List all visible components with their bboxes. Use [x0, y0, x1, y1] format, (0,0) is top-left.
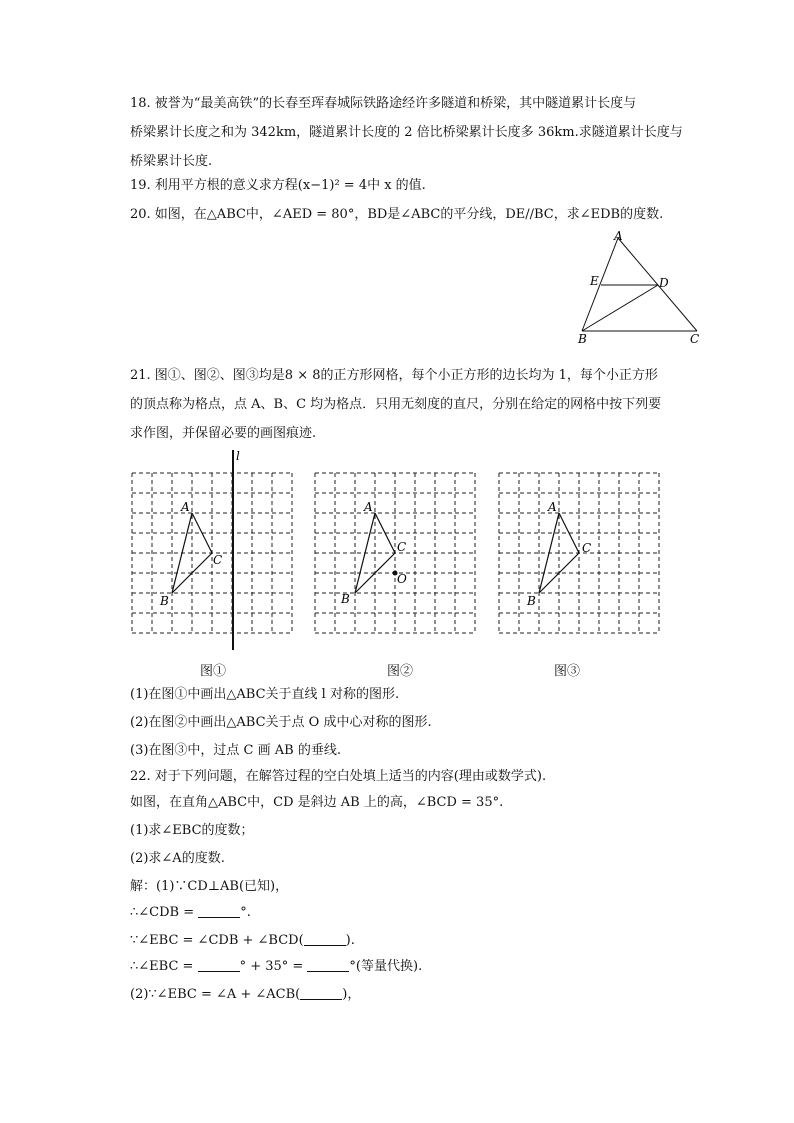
q20-label-b: B	[578, 332, 587, 346]
q20-label-d: D	[659, 276, 669, 290]
fig3-caption: 图③	[554, 664, 581, 679]
q22-line8-text-a: ∴∠EBC =	[130, 959, 198, 974]
q22-line8	[130, 957, 422, 977]
fig2-label-a: A	[364, 500, 373, 514]
q21-sub2: (2)在图②中画出△ABC关于点 O 成中心对称的图形.	[130, 715, 432, 730]
q20-line1: 20. 如图，在△ABC中，∠AED = 80°，BD是∠ABC的平分线，DE//BC，求∠EDB的度数.	[130, 207, 664, 222]
q21-sub3: (3)在图③中，过点 C 画 AB 的垂线.	[130, 743, 341, 758]
q18-line2: 桥梁累计长度之和为 342km，隧道累计长度的 2 倍比桥梁累计长度多 36km.求隧道累计长度与	[130, 125, 683, 140]
q22-line2: 如图，在直角△ABC中，CD 是斜边 AB 上的高，∠BCD = 35°.	[130, 795, 504, 810]
fig2-label-c: C	[397, 540, 407, 554]
q22-blank-ebc-value[interactable]	[307, 957, 349, 972]
q22-blank-cdb[interactable]	[198, 903, 240, 918]
q20-label-c: C	[690, 332, 700, 346]
q22-line9-text-b: )，	[342, 987, 361, 1002]
q19-line1: 19. 利用平方根的意义求方程(x−1)² = 4中 x 的值.	[130, 178, 426, 193]
q18-line1: 18. 被誉为“最美高铁”的长春至珲春城际铁路途经许多隧道和桥梁，其中隧道累计长度与	[130, 96, 637, 111]
q22-line6-text-b: °.	[240, 905, 251, 920]
q18-line3: 桥梁累计长度.	[130, 154, 213, 169]
q20-label-e: E	[590, 274, 599, 288]
fig3-label-a: A	[548, 500, 557, 514]
q21-grid-figure-1	[125, 448, 305, 653]
q22-line7-text-a: ∵∠EBC = ∠CDB + ∠BCD(	[130, 933, 304, 948]
q21-line2: 的顶点称为格点，点 A、B、C 均为格点．只用无刻度的直尺，分别在给定的网格中按下列要	[130, 397, 662, 412]
q21-grid-figure-3	[495, 448, 675, 653]
q22-line8-text-c: °(等量代换).	[349, 959, 423, 974]
q22-line9	[130, 985, 360, 1005]
fig1-label-a: A	[181, 500, 190, 514]
q20-triangle-figure	[570, 228, 710, 348]
fig3-label-c: C	[582, 541, 592, 555]
q21-grid-figure-2	[310, 448, 490, 653]
q22-line3: (1)求∠EBC的度数；	[130, 823, 254, 838]
q21-sub1: (1)在图①中画出△ABC关于直线 l 对称的图形.	[130, 687, 400, 702]
fig2-label-b: B	[341, 592, 350, 606]
fig3-label-b: B	[527, 594, 536, 608]
fig2-caption: 图②	[387, 664, 414, 679]
fig1-label-c: C	[213, 553, 223, 567]
q22-line5: 解：(1)∵CD⊥AB(已知)，	[130, 879, 289, 894]
q22-line7	[130, 931, 355, 951]
q22-line7-text-b: ).	[345, 933, 355, 948]
q21-line1: 21. 图①、图②、图③均是8 × 8的正方形网格，每个小正方形的边长均为 1，每个小正方形	[130, 368, 658, 383]
q22-line6-text-a: ∴∠CDB =	[130, 905, 199, 920]
fig2-label-o: O	[397, 572, 407, 586]
q22-line9-text-a: (2)∵∠EBC = ∠A + ∠ACB(	[130, 987, 301, 1002]
fig1-caption: 图①	[200, 664, 227, 679]
q22-line4: (2)求∠A的度数.	[130, 851, 225, 866]
q22-line6	[130, 903, 251, 923]
q20-label-a: A	[614, 229, 623, 243]
q22-blank-cdb-value[interactable]	[198, 957, 240, 972]
fig1-line-l-label: l	[236, 449, 240, 463]
q21-line3: 求作图，并保留必要的画图痕迹.	[130, 426, 317, 441]
q22-line1: 22. 对于下列问题，在解答过程的空白处填上适当的内容(理由或数学式).	[130, 769, 547, 784]
q22-blank-reason-2[interactable]	[300, 985, 342, 1000]
fig1-label-b: B	[160, 594, 169, 608]
q22-line8-text-b: ° + 35° =	[239, 959, 308, 974]
q22-blank-reason-1[interactable]	[304, 931, 346, 946]
